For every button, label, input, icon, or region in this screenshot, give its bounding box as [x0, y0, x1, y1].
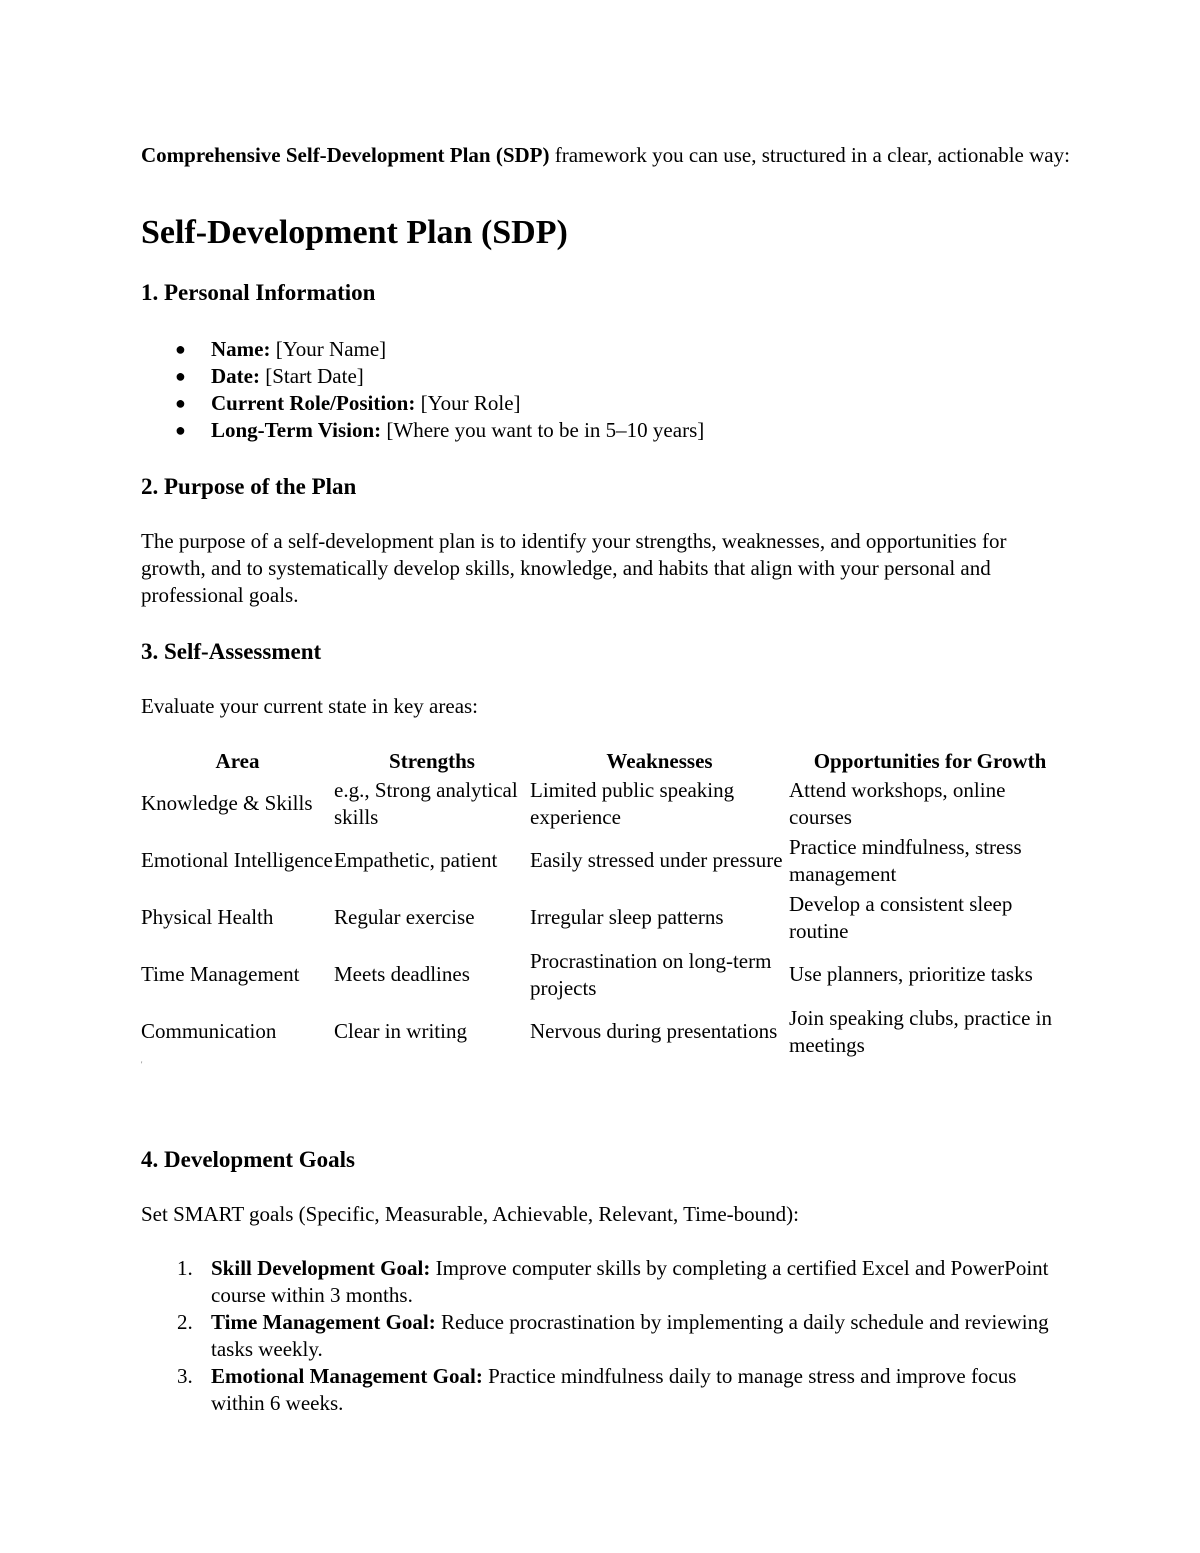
table-cell: Attend workshops, online courses	[789, 777, 1006, 829]
table-cell: Nervous during presentations	[530, 1019, 778, 1043]
table-cell: Use planners, prioritize tasks	[789, 962, 1033, 986]
field-value: [Your Role]	[415, 391, 521, 415]
field-label: Name:	[211, 337, 271, 361]
goal-text: Reduce procrastination by implementing a daily schedule and reviewing tasks weekly.	[211, 1310, 1049, 1361]
document-title: Self-Development Plan (SDP)	[141, 214, 568, 251]
bullet-icon: ●	[175, 366, 186, 386]
field-label: Long-Term Vision:	[211, 418, 382, 442]
goal-label: Skill Development Goal:	[211, 1256, 431, 1280]
goal-label: Time Management Goal:	[211, 1310, 436, 1334]
table-row	[141, 775, 1071, 832]
field-value: [Your Name]	[270, 337, 387, 361]
table-cell: Irregular sleep patterns	[530, 905, 724, 929]
field-label: Date:	[211, 364, 260, 388]
table-row	[141, 946, 1071, 1003]
section-heading-development-goals: 4. Development Goals	[141, 1147, 356, 1172]
table-cell: Develop a consistent sleep routine	[789, 891, 1013, 943]
list-number: 3.	[177, 1364, 193, 1388]
table-cell: Time Management	[141, 962, 300, 986]
table-header-row	[141, 748, 1071, 775]
intro-bold: Comprehensive Self-Development Plan (SDP)	[141, 143, 550, 167]
smart-goals-intro: Set SMART goals (Specific, Measurable, Achievable, Relevant, Time-bound):	[141, 1202, 799, 1226]
self-assessment-intro: Evaluate your current state in key areas:	[141, 694, 479, 718]
personal-info-list	[141, 336, 1071, 444]
table-row	[141, 832, 1071, 889]
column-header: Area	[215, 749, 260, 773]
list-number: 1.	[177, 1256, 193, 1280]
table-row	[141, 1003, 1071, 1060]
intro-text: framework you can use, structured in a clear, actionable way:	[549, 143, 1070, 167]
list-item	[141, 417, 1071, 444]
field-value: [Start Date]	[259, 364, 364, 388]
list-item	[141, 336, 1071, 363]
purpose-paragraph: The purpose of a self-development plan is to identify your strengths, weaknesses, and opportunities for growth, and to systematically develop skills, knowledge, and habits that align with your personal and professional goals.	[141, 529, 1007, 607]
section-heading-purpose: 2. Purpose of the Plan	[141, 474, 357, 499]
table-cell: Knowledge & Skills	[141, 791, 313, 815]
table-cell: Physical Health	[141, 905, 274, 929]
table-cell: e.g., Strong analytical skills	[334, 777, 518, 829]
bullet-icon: ●	[175, 420, 186, 440]
goals-list	[141, 1255, 1071, 1417]
table-cell: Join speaking clubs, practice in meetings	[789, 1005, 1053, 1057]
list-item	[141, 1363, 1071, 1417]
table-cell: Practice mindfulness, stress management	[789, 834, 1022, 886]
table-cell: Clear in writing	[334, 1019, 467, 1043]
list-number: 2.	[177, 1310, 193, 1334]
list-item	[141, 1309, 1071, 1363]
bullet-icon: ●	[175, 339, 186, 359]
bullet-icon: ●	[175, 393, 186, 413]
section-heading-personal-info: 1. Personal Information	[141, 280, 376, 305]
table-row	[141, 889, 1071, 946]
table-cell: Communication	[141, 1019, 277, 1043]
goal-label: Emotional Management Goal:	[211, 1364, 483, 1388]
stray-mark: '	[141, 1060, 143, 1069]
goal-text: Practice mindfulness daily to manage stress and improve focus within 6 weeks.	[211, 1364, 1017, 1415]
list-item	[141, 363, 1071, 390]
table-cell: Easily stressed under pressure	[530, 848, 783, 872]
table-cell: Limited public speaking experience	[530, 777, 735, 829]
table-cell: Empathetic, patient	[334, 848, 498, 872]
table-cell: Regular exercise	[334, 905, 475, 929]
goal-text: Improve computer skills by completing a certified Excel and PowerPoint course within 3 months.	[211, 1256, 1049, 1307]
section-heading-self-assessment: 3. Self-Assessment	[141, 639, 322, 664]
column-header: Opportunities for Growth	[813, 749, 1047, 773]
table-cell: Emotional Intelligence	[141, 848, 333, 872]
document-page	[141, 142, 1071, 1417]
field-label: Current Role/Position:	[211, 391, 416, 415]
column-header: Strengths	[389, 749, 475, 773]
table-cell: Meets deadlines	[334, 962, 470, 986]
list-item	[141, 390, 1071, 417]
column-header: Weaknesses	[606, 749, 713, 773]
intro-paragraph	[141, 142, 1071, 169]
list-item	[141, 1255, 1071, 1309]
table-cell: Procrastination on long-term projects	[530, 948, 772, 1000]
self-assessment-table	[141, 748, 1071, 1060]
field-value: [Where you want to be in 5–10 years]	[381, 418, 705, 442]
